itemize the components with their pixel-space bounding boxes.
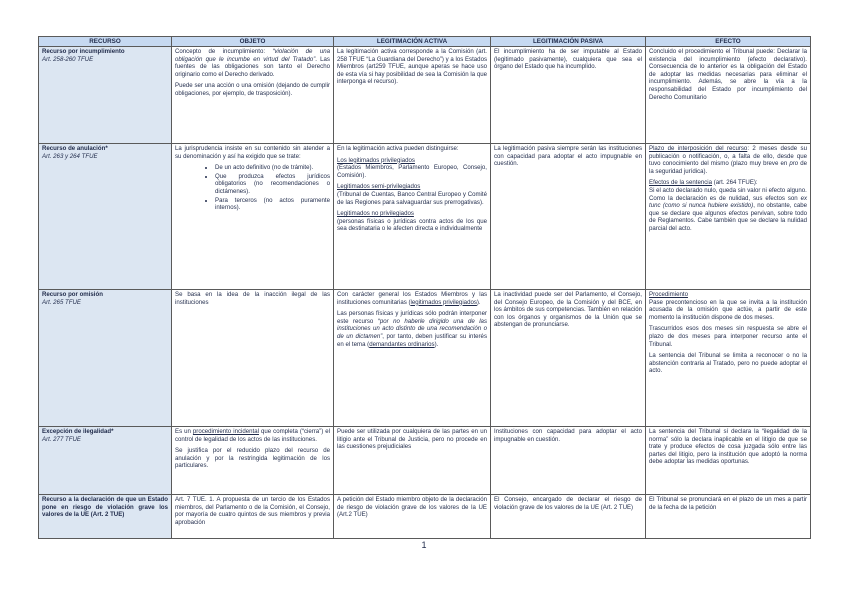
list-item: • Que produzca efectos jurídicos obligatorios (no recomendaciones o dictámenes). [215, 173, 330, 196]
activa-cell [334, 290, 491, 427]
text: ex tunc (como si nunca hubiere existido) [649, 194, 807, 210]
activa-cell: A petición del Estado miembro objeto de la declaración de riesgo de violación grave de los valores de la UE (Art.2 TUE) [334, 495, 491, 539]
text: Trascurridos esos dos meses sin respuesta se abre el plazo de dos meses para interponer recurso ante el Tribunal. [649, 325, 807, 348]
text: Concepto de incumplimiento: [175, 48, 273, 55]
list-item: • Para terceros (no actos puramente internos). [215, 197, 330, 212]
recurso-cell [39, 290, 172, 427]
text: pro [789, 160, 799, 168]
recurso-cell [39, 47, 172, 144]
objeto-cell [172, 47, 334, 144]
objeto-cell: Se basa en la idea de la inacción ilegal de las instituciones [172, 290, 334, 427]
text: Efectos de la sentencia [649, 179, 713, 187]
text: (personas físicas o jurídicas contra actos de los que sea destinataria o le afecten directa e individualmente [337, 217, 487, 233]
text: Puede ser una acción o una omisión (dejando de cumplir obligaciones, por ejemplo, de trasposición). [175, 82, 330, 97]
requisitos-list [175, 164, 330, 212]
recurso-name: Recurso por incumplimiento [42, 48, 125, 55]
pasiva-cell: Instituciones con capacidad para adoptar el acto impugnable en cuestión. [491, 427, 646, 495]
list-item: • De un acto definitivo (no de trámite). [215, 164, 330, 172]
activa-cell: Puede ser utilizada por cualquiera de las partes en un litigio ante el Tribunal de Justicia, pero no procede en las cuestiones prejudiciales [334, 427, 491, 495]
text: : 2 meses desde su publicación o notificación, o, a falta de ello, desde que tuvo conocimiento del mismo (plazo muy breve en [649, 145, 807, 168]
text: . Las fuentes de las obligaciones son tanto el Derecho originario como el Derecho derivado. [175, 55, 330, 78]
text: Se justifica por el reducido plazo del recurso de anulación y por la restringida legitimación de los particulares. [175, 447, 330, 470]
table-row [39, 290, 811, 427]
text: Es un [175, 428, 193, 435]
header-legitimacion-activa: LEGITIMACIÓN ACTIVA [334, 37, 491, 47]
recurso-cell [39, 495, 172, 539]
table-row [39, 495, 811, 539]
pasiva-cell: La legitimación pasiva siempre serán las instituciones con capacidad para adoptar el acto impugnable en cuestión. [491, 144, 646, 290]
pasiva-cell: El Consejo, encargado de declarar el riesgo de violación grave de los valores de la UE (Art. 2 TUE) [491, 495, 646, 539]
pasiva-cell: El incumplimiento ha de ser imputable al Estado (legitimado pasivamente), cualquiera que sea el órgano del Estado que ha incumplido. [491, 47, 646, 144]
text: (Estados Miembros, Parlamento Europeo, Consejo, Comisión). [337, 164, 487, 179]
text: Las personas físicas y jurídicas sólo podrán interponer este recurso [337, 310, 487, 325]
text: que completa (“cierra”) el control de legalidad de los actos de las instituciones. [175, 428, 331, 443]
text: , por tanto, deben justificar su interés en el tema ( [337, 332, 487, 348]
recurso-cell [39, 427, 172, 495]
table-row [39, 427, 811, 495]
text: (art. 264 TFUE): [712, 179, 758, 187]
recurso-name: Recurso de anulación* [42, 145, 108, 152]
table-header-row [39, 37, 811, 47]
recurso-article: Art. 277 TFUE [42, 435, 81, 443]
header-recurso: RECURSO [39, 37, 172, 47]
recurso-article: Art. 258-260 TFUE [42, 55, 94, 63]
efecto-cell: La sentencia del Tribunal sí declara la “ilegalidad de la norma” sólo la declara inaplicable en el litigio de que se trate y produce efectos de cosa juzgada sólo entre las partes del litigio, pero la institución que adoptó la norma debe adoptar las medidas oportunas. [646, 427, 811, 495]
table-row [39, 144, 811, 290]
text: “violación de una obligación que le incumbe en virtud del Tratado” [175, 48, 330, 63]
objeto-cell [172, 144, 334, 290]
objeto-cell: Art. 7 TUE. 1. A propuesta de un tercio de los Estados miembros, del Parlamento o de la Comisión, el Consejo, por mayoría de cuatro quintos de sus miembros y previa aprobación [172, 495, 334, 539]
text: de la seguridad jurídica). [649, 160, 807, 175]
text: Plazo de interposición del recurso [649, 145, 748, 152]
text: Procedimiento [649, 291, 688, 298]
page-number: 1 [421, 540, 427, 550]
recurso-name: Recurso por omisión [42, 291, 103, 298]
activa-cell: La legitimación activa corresponde a la Comisión (art. 258 TFUE “La Guardiana del Derecho”) y a los Estados Miembros (art259 TFUE, aunque aperas se hace uso de esta vía si hay posibilidad de sea la Comisión la que interponga el recurso). [334, 47, 491, 144]
text: La jurisprudencia insiste en su contenido sin atender a su denominación y así ha exigido que se trate: [175, 145, 330, 160]
text: “por no haberle dirigido una de las instituciones un acto distinto de una recomendación o de un dictamen” [337, 317, 487, 340]
header-objeto: OBJETO [172, 37, 334, 47]
text: ). [434, 340, 439, 348]
text: Con carácter general los Estados Miembros y las instituciones comunitarias ( [337, 291, 487, 306]
text: Pase precontencioso en la que se invita a la institución acusada de la omisión que actúe, a partir de este momento la institución dispone de dos meses. [649, 298, 807, 321]
text: La sentencia del Tribunal se limita a reconocer o no la abstención contraria al Tratado, pero no puede adoptar el acto. [649, 352, 807, 375]
efecto-cell: Concluido el procedimiento el Tribunal puede: Declarar la existencia del incumplimiento (efecto declarativo). Consecuencia de lo anterior es la obligación del Estado de adoptar las medidas necesarias para eliminar el incumplimiento. Además, se abre la vía a la responsabilidad del Estado por incumplimiento del Derecho Comunitario [646, 47, 811, 144]
pasiva-cell: La inactividad puede ser del Parlamento, el Consejo, del Consejo Europeo, de la Comisión y del BCE, en los ámbitos de sus competencias. También en relación con los órganos y organismos de la Unión que se abstengan de pronunciarse. [491, 290, 646, 427]
table-row [39, 47, 811, 144]
recurso-name: Excepción de ilegalidad* [42, 428, 114, 435]
text: Los legitimados privilegiados [337, 156, 415, 164]
text: Legitimados no privilegiados [337, 210, 414, 218]
text: , no obstante, cabe que se declare que algunos efectos pervivan, sobre todo de Reglamentos. Cabe también que se declare la nulidad parcial del acto. [649, 202, 807, 232]
header-efecto: EFECTO [646, 37, 811, 47]
text: (Tribunal de Cuentas, Banco Central Europeo y Comité de las Regiones para salvaguardar sus prerrogativas). [337, 190, 487, 206]
text: procedimiento incidental [192, 428, 259, 435]
efecto-cell [646, 144, 811, 290]
recurso-article: Art. 265 TFUE [42, 298, 81, 306]
header-legitimacion-pasiva: LEGITIMACIÓN PASIVA [491, 37, 646, 47]
text: legitimados privilegiados [410, 298, 477, 306]
activa-cell [334, 144, 491, 290]
efecto-cell: El Tribunal se pronunciará en el plazo de un mes a partir de la fecha de la petición [646, 495, 811, 539]
text: ). [476, 298, 481, 306]
efecto-cell [646, 290, 811, 427]
recurso-article: Art. 263 y 264 TFUE [42, 152, 98, 160]
text: En la legitimación activa pueden distinguirse: [337, 145, 459, 152]
objeto-cell [172, 427, 334, 495]
recursos-table [38, 36, 811, 539]
text: Si el acto declarado nulo, queda sin valor ni efecto alguno. [649, 186, 807, 194]
text: Legitimados semi-privilegiados [337, 183, 421, 191]
recurso-cell [39, 144, 172, 290]
recurso-name: Recurso a la declaración de que un Estado pone en riesgo de violación grave los valores de la UE (Art. 2 TUE) [42, 496, 168, 519]
document-page [38, 36, 810, 539]
text: demandantes ordinarios [369, 340, 435, 348]
text: Como la declaración es de nulidad, sus efectos son [649, 194, 801, 202]
